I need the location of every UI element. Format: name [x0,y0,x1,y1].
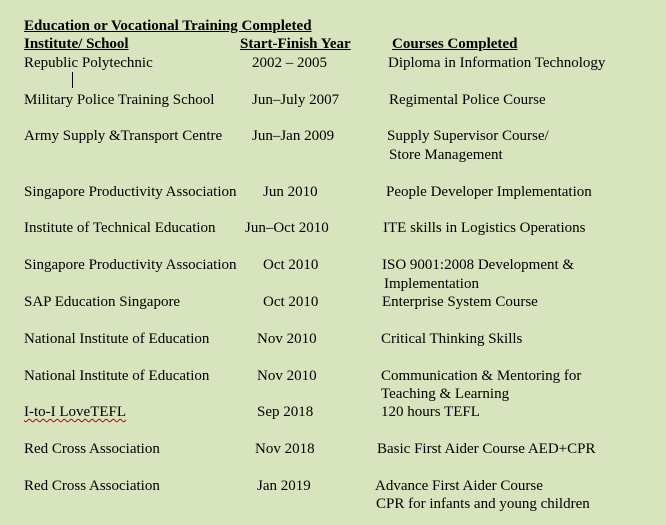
row-course-line-2: Store Management [389,147,503,163]
row-course: 120 hours TEFL [381,404,480,420]
row-institute: Institute of Technical Education [24,220,216,236]
row-course: Basic First Aider Course AED+CPR [377,441,596,457]
row-year: Oct 2010 [263,257,319,273]
row-year: Nov 2010 [257,368,317,384]
row-year: Jun–Oct 2010 [245,220,329,236]
row-institute: I-to-I LoveTEFL [24,404,127,420]
row-institute: Army Supply &Transport Centre [24,128,223,144]
row-institute: Republic Polytechnic [24,55,153,71]
row-year: Sep 2018 [257,404,314,420]
header-institute: Institute/ School [24,36,129,52]
row-year: Nov 2010 [257,331,317,347]
row-course: ITE skills in Logistics Operations [383,220,586,236]
row-year: Jun–July 2007 [252,92,340,108]
row-course: ISO 9001:2008 Development & [382,257,575,273]
row-course: Advance First Aider Course [375,478,543,494]
row-institute: National Institute of Education [24,368,210,384]
row-course-line-2: CPR for infants and young children [376,496,590,512]
row-course: People Developer Implementation [386,184,592,200]
row-course: Regimental Police Course [389,92,546,108]
row-course: Communication & Mentoring for [381,368,582,384]
row-year: Jun 2010 [263,184,318,200]
row-year: Jan 2019 [257,478,311,494]
row-year: Nov 2018 [255,441,315,457]
row-course: Enterprise System Course [382,294,538,310]
row-course: Diploma in Information Technology [388,55,606,71]
row-institute: Red Cross Association [24,478,160,494]
row-year: 2002 – 2005 [252,55,327,71]
row-course-line-2: Implementation [384,276,479,292]
row-institute: National Institute of Education [24,331,210,347]
section-heading: Education or Vocational Training Completed [24,18,312,34]
row-institute: Red Cross Association [24,441,160,457]
header-year: Start-Finish Year [240,36,351,52]
row-institute: Military Police Training School [24,92,215,108]
row-course: Critical Thinking Skills [381,331,523,347]
row-institute: Singapore Productivity Association [24,184,237,200]
header-courses: Courses Completed [392,36,518,52]
row-course-line-2: Teaching & Learning [381,386,510,402]
text-cursor [72,72,73,88]
row-year: Oct 2010 [263,294,319,310]
row-institute: Singapore Productivity Association [24,257,237,273]
row-year: Jun–Jan 2009 [252,128,335,144]
row-institute: SAP Education Singapore [24,294,181,310]
row-course: Supply Supervisor Course/ [387,128,549,144]
